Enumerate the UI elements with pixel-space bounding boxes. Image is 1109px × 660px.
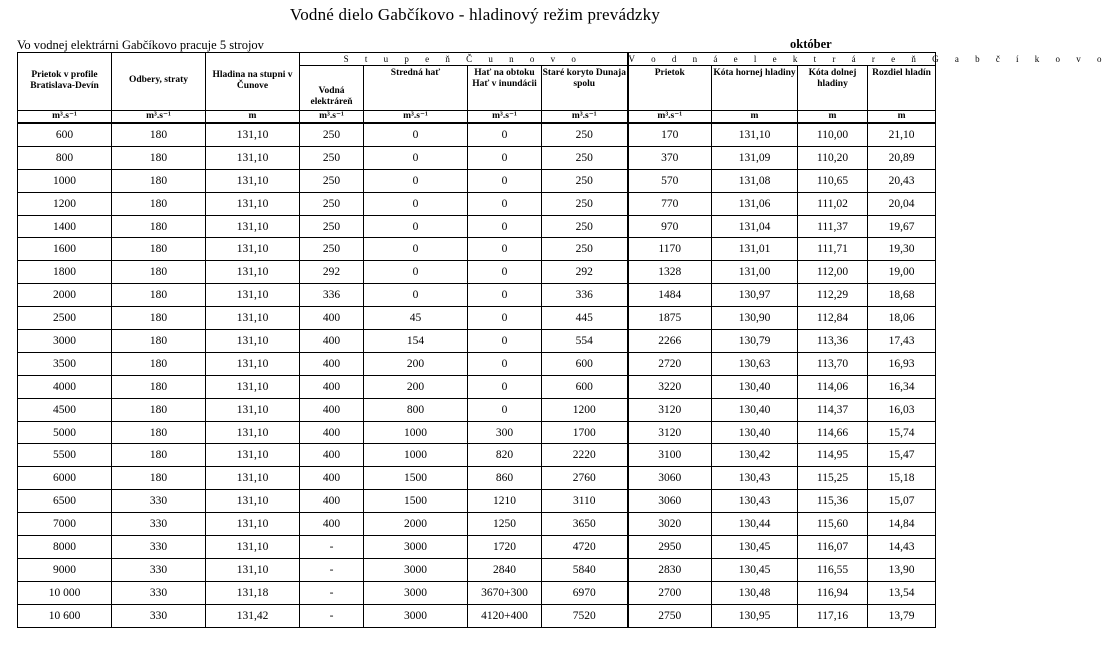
table-cell: 110,00	[798, 123, 868, 146]
table-cell: 250	[542, 192, 628, 215]
table-cell: 116,55	[798, 558, 868, 581]
table-cell: 3120	[628, 398, 712, 421]
table-cell: 250	[542, 146, 628, 169]
table-cell: 131,10	[206, 330, 300, 353]
table-cell: 131,10	[206, 352, 300, 375]
table-cell: 113,36	[798, 330, 868, 353]
table-cell: 130,42	[712, 444, 798, 467]
table-cell: 130,44	[712, 513, 798, 536]
table-cell: 17,43	[868, 330, 936, 353]
table-cell: 3000	[364, 604, 468, 627]
table-cell: 110,20	[798, 146, 868, 169]
table-cell: 250	[542, 238, 628, 261]
col-header-level-cunovo: Hladina na stupni v Čunove	[206, 53, 300, 111]
table-cell: 0	[364, 146, 468, 169]
table-cell: 800	[364, 398, 468, 421]
unit-cell: m³.s⁻¹	[542, 111, 628, 124]
table-cell: -	[300, 558, 364, 581]
table-row	[18, 330, 936, 353]
table-cell: 1200	[542, 398, 628, 421]
table-row	[18, 513, 936, 536]
table-cell: 570	[628, 169, 712, 192]
unit-cell: m	[712, 111, 798, 124]
table-cell: 445	[542, 307, 628, 330]
table-cell: 330	[112, 558, 206, 581]
table-cell: 130,45	[712, 536, 798, 559]
table-cell: 400	[300, 490, 364, 513]
table-cell: 130,79	[712, 330, 798, 353]
table-cell: 3000	[364, 581, 468, 604]
table-cell: 0	[468, 146, 542, 169]
table-cell: 3220	[628, 375, 712, 398]
table-cell: 400	[300, 398, 364, 421]
table-cell: 2000	[364, 513, 468, 536]
table-cell: 130,45	[712, 558, 798, 581]
table-row	[18, 352, 936, 375]
table-cell: 16,34	[868, 375, 936, 398]
table-cell: 250	[300, 215, 364, 238]
table-cell: 2840	[468, 558, 542, 581]
table-cell: 130,40	[712, 421, 798, 444]
table-cell: 112,00	[798, 261, 868, 284]
table-cell: 400	[300, 330, 364, 353]
table-cell: 1000	[364, 444, 468, 467]
table-cell: 1200	[18, 192, 112, 215]
table-cell: 5500	[18, 444, 112, 467]
table-cell: 131,10	[206, 490, 300, 513]
col-header-power-plant: Vodná elektráreň	[300, 66, 364, 111]
unit-cell: m³.s⁻¹	[364, 111, 468, 124]
table-cell: 20,04	[868, 192, 936, 215]
table-cell: 131,10	[206, 284, 300, 307]
table-cell: 0	[468, 330, 542, 353]
table-cell: 131,10	[206, 146, 300, 169]
table-cell: 180	[112, 123, 206, 146]
table-cell: 131,06	[712, 192, 798, 215]
table-cell: 154	[364, 330, 468, 353]
table-cell: 15,07	[868, 490, 936, 513]
table-cell: 180	[112, 284, 206, 307]
month-label: október	[790, 37, 832, 51]
table-cell: 130,95	[712, 604, 798, 627]
table-cell: 3000	[18, 330, 112, 353]
unit-cell: m	[798, 111, 868, 124]
table-cell: 131,10	[206, 536, 300, 559]
table-cell: 111,02	[798, 192, 868, 215]
table-caption	[17, 38, 937, 52]
unit-cell: m³.s⁻¹	[628, 111, 712, 124]
table-cell: 180	[112, 192, 206, 215]
table-cell: 7000	[18, 513, 112, 536]
table-cell: 6000	[18, 467, 112, 490]
table-cell: 3060	[628, 467, 712, 490]
table-cell: 0	[364, 238, 468, 261]
table-cell: 400	[300, 513, 364, 536]
table-cell: 3500	[18, 352, 112, 375]
table-cell: 336	[300, 284, 364, 307]
table-cell: 0	[468, 261, 542, 284]
table-row	[18, 284, 936, 307]
table-cell: 1484	[628, 284, 712, 307]
table-cell: 0	[468, 238, 542, 261]
table-cell: 0	[364, 192, 468, 215]
table-cell: 180	[112, 261, 206, 284]
page-title: Vodné dielo Gabčíkovo - hladinový režim prevádzky	[289, 5, 661, 24]
table-cell: 1500	[364, 467, 468, 490]
table-cell: 6500	[18, 490, 112, 513]
table-cell: 250	[542, 123, 628, 146]
table-cell: 3060	[628, 490, 712, 513]
col-header-plant-flow: Prietok	[628, 66, 712, 111]
table-cell: 0	[468, 192, 542, 215]
table-row	[18, 192, 936, 215]
table-cell: 0	[364, 284, 468, 307]
table-row	[18, 238, 936, 261]
col-header-lower-level: Kóta dolnej hladiny	[798, 66, 868, 111]
table-row	[18, 146, 936, 169]
unit-cell: m³.s⁻¹	[112, 111, 206, 124]
unit-cell: m³.s⁻¹	[18, 111, 112, 124]
table-cell: 250	[300, 192, 364, 215]
table-cell: 115,25	[798, 467, 868, 490]
table-cell: 1170	[628, 238, 712, 261]
table-cell: 130,90	[712, 307, 798, 330]
table-cell: 370	[628, 146, 712, 169]
table-cell: 1875	[628, 307, 712, 330]
table-cell: 4000	[18, 375, 112, 398]
table-cell: 10 600	[18, 604, 112, 627]
table-cell: 400	[300, 307, 364, 330]
table-cell: 3000	[364, 536, 468, 559]
table-cell: 400	[300, 375, 364, 398]
table-cell: 115,36	[798, 490, 868, 513]
table-cell: 3670+300	[468, 581, 542, 604]
table-cell: 13,79	[868, 604, 936, 627]
table-cell: 250	[300, 169, 364, 192]
table-cell: 400	[300, 352, 364, 375]
table-cell: 6970	[542, 581, 628, 604]
table-cell: 200	[364, 352, 468, 375]
table-cell: 14,43	[868, 536, 936, 559]
table-cell: 131,10	[206, 421, 300, 444]
table-row	[18, 467, 936, 490]
table-cell: 330	[112, 536, 206, 559]
table-cell: 18,68	[868, 284, 936, 307]
table-cell: 180	[112, 352, 206, 375]
table-cell: 860	[468, 467, 542, 490]
table-cell: 250	[542, 215, 628, 238]
table-cell: 130,48	[712, 581, 798, 604]
table-cell: 970	[628, 215, 712, 238]
table-cell: 250	[300, 123, 364, 146]
table-cell: 3100	[628, 444, 712, 467]
table-cell: 292	[300, 261, 364, 284]
table-cell: 131,42	[206, 604, 300, 627]
col-header-upper-level: Kóta hornej hladiny	[712, 66, 798, 111]
table-cell: 16,03	[868, 398, 936, 421]
table-cell: 45	[364, 307, 468, 330]
table-cell: 5000	[18, 421, 112, 444]
table-cell: 112,84	[798, 307, 868, 330]
table-cell: 2950	[628, 536, 712, 559]
table-row	[18, 558, 936, 581]
table-cell: 131,18	[206, 581, 300, 604]
table-cell: 600	[542, 375, 628, 398]
table-cell: 1720	[468, 536, 542, 559]
table-cell: 2750	[628, 604, 712, 627]
table-cell: 130,40	[712, 398, 798, 421]
table-cell: 800	[18, 146, 112, 169]
table-cell: 130,43	[712, 490, 798, 513]
table-cell: 0	[468, 307, 542, 330]
table-cell: 4720	[542, 536, 628, 559]
table-cell: 400	[300, 421, 364, 444]
table-cell: 131,10	[206, 261, 300, 284]
col-header-old-riverbed: Staré koryto Dunaja spolu	[542, 66, 628, 111]
table-cell: 131,10	[206, 513, 300, 536]
table-row	[18, 123, 936, 146]
table-cell: 7520	[542, 604, 628, 627]
table-row	[18, 398, 936, 421]
table-cell: 131,08	[712, 169, 798, 192]
table-cell: 4120+400	[468, 604, 542, 627]
table-cell: 13,54	[868, 581, 936, 604]
col-header-bypass-weir: Hať na obtoku Hať v inundácii	[468, 66, 542, 111]
table-cell: 330	[112, 604, 206, 627]
table-cell: 250	[542, 169, 628, 192]
table-cell: 131,10	[206, 467, 300, 490]
table-cell: 1328	[628, 261, 712, 284]
table-cell: 180	[112, 238, 206, 261]
table-cell: 114,66	[798, 421, 868, 444]
table-row	[18, 581, 936, 604]
table-row	[18, 215, 936, 238]
table-cell: 1250	[468, 513, 542, 536]
table-row	[18, 261, 936, 284]
table-cell: 200	[364, 375, 468, 398]
table-row	[18, 169, 936, 192]
water-level-table	[17, 52, 1109, 628]
table-cell: 18,06	[868, 307, 936, 330]
table-cell: 400	[300, 444, 364, 467]
table-body	[18, 123, 936, 627]
table-cell: 8000	[18, 536, 112, 559]
table-cell: 131,10	[712, 123, 798, 146]
col-header-withdrawals: Odbery, straty	[112, 53, 206, 111]
table-cell: 292	[542, 261, 628, 284]
table-cell: 0	[468, 375, 542, 398]
table-cell: 250	[300, 146, 364, 169]
table-cell: 1400	[18, 215, 112, 238]
table-cell: 131,10	[206, 558, 300, 581]
table-cell: 0	[364, 261, 468, 284]
operating-units-note: Vo vodnej elektrárni Gabčíkovo pracuje 5 strojov	[17, 38, 264, 52]
table-cell: 131,10	[206, 307, 300, 330]
table-cell: 114,06	[798, 375, 868, 398]
table-cell: 14,84	[868, 513, 936, 536]
table-cell: 0	[468, 215, 542, 238]
unit-cell: m	[206, 111, 300, 124]
table-cell: 0	[364, 123, 468, 146]
table-cell: 131,00	[712, 261, 798, 284]
table-cell: 15,74	[868, 421, 936, 444]
table-row	[18, 421, 936, 444]
table-cell: 820	[468, 444, 542, 467]
table-cell: 3000	[364, 558, 468, 581]
table-row	[18, 375, 936, 398]
table-cell: 1210	[468, 490, 542, 513]
table-cell: 770	[628, 192, 712, 215]
table-cell: 2220	[542, 444, 628, 467]
table-cell: 0	[468, 284, 542, 307]
table-cell: 2700	[628, 581, 712, 604]
table-row	[18, 536, 936, 559]
table-cell: 115,60	[798, 513, 868, 536]
table-cell: 15,47	[868, 444, 936, 467]
table-cell: 180	[112, 215, 206, 238]
table-cell: 180	[112, 398, 206, 421]
group-header-cunovo: S t u p e ň Č u n o v o	[300, 53, 628, 66]
table-cell: 114,37	[798, 398, 868, 421]
table-cell: 330	[112, 581, 206, 604]
table-cell: 131,10	[206, 169, 300, 192]
table-cell: 131,10	[206, 398, 300, 421]
unit-cell: m³.s⁻¹	[468, 111, 542, 124]
table-cell: 2500	[18, 307, 112, 330]
table-cell: 0	[468, 398, 542, 421]
table-cell: 116,94	[798, 581, 868, 604]
table-cell: 131,10	[206, 375, 300, 398]
table-cell: 2760	[542, 467, 628, 490]
table-cell: 131,10	[206, 238, 300, 261]
table-cell: 250	[300, 238, 364, 261]
table-cell: 13,90	[868, 558, 936, 581]
table-cell: 131,10	[206, 215, 300, 238]
table-cell: 0	[364, 169, 468, 192]
table-cell: 1500	[364, 490, 468, 513]
table-row	[18, 604, 936, 627]
table-cell: 1800	[18, 261, 112, 284]
table-cell: 10 000	[18, 581, 112, 604]
table-cell: 16,93	[868, 352, 936, 375]
table-cell: 112,29	[798, 284, 868, 307]
table-cell: 2720	[628, 352, 712, 375]
table-cell: 400	[300, 467, 364, 490]
table-cell: 19,67	[868, 215, 936, 238]
table-cell: 21,10	[868, 123, 936, 146]
table-cell: 0	[364, 215, 468, 238]
table-cell: 1600	[18, 238, 112, 261]
unit-cell: m	[868, 111, 936, 124]
table-cell: 3650	[542, 513, 628, 536]
table-cell: 131,09	[712, 146, 798, 169]
col-header-flow-devin: Prietok v profile Bratislava-Devín	[18, 53, 112, 111]
table-cell: 130,40	[712, 375, 798, 398]
table-cell: 300	[468, 421, 542, 444]
table-cell: 130,63	[712, 352, 798, 375]
table-cell: 180	[112, 146, 206, 169]
table-cell: 0	[468, 352, 542, 375]
table-cell: 117,16	[798, 604, 868, 627]
table-cell: 336	[542, 284, 628, 307]
col-header-level-difference: Rozdiel hladín	[868, 66, 936, 111]
table-cell: 600	[542, 352, 628, 375]
table-cell: -	[300, 536, 364, 559]
table-cell: 9000	[18, 558, 112, 581]
table-cell: 5840	[542, 558, 628, 581]
table-cell: 114,95	[798, 444, 868, 467]
table-cell: 3020	[628, 513, 712, 536]
table-cell: 180	[112, 467, 206, 490]
table-cell: 4500	[18, 398, 112, 421]
table-cell: 2000	[18, 284, 112, 307]
table-cell: 0	[468, 169, 542, 192]
table-cell: 330	[112, 513, 206, 536]
table-cell: 131,10	[206, 192, 300, 215]
table-cell: 0	[468, 123, 542, 146]
table-cell: 180	[112, 375, 206, 398]
table-cell: 330	[112, 490, 206, 513]
table-cell: 2830	[628, 558, 712, 581]
table-cell: 113,70	[798, 352, 868, 375]
table-row	[18, 307, 936, 330]
table-cell: 110,65	[798, 169, 868, 192]
table-cell: 20,43	[868, 169, 936, 192]
table-cell: 180	[112, 330, 206, 353]
table-cell: 131,10	[206, 444, 300, 467]
table-cell: 180	[112, 169, 206, 192]
table-cell: 554	[542, 330, 628, 353]
table-cell: 2266	[628, 330, 712, 353]
table-cell: 131,04	[712, 215, 798, 238]
table-cell: 15,18	[868, 467, 936, 490]
table-cell: 3120	[628, 421, 712, 444]
table-row	[18, 444, 936, 467]
table-cell: 1000	[18, 169, 112, 192]
unit-cell: m³.s⁻¹	[300, 111, 364, 124]
table-cell: 116,07	[798, 536, 868, 559]
table-cell: 130,97	[712, 284, 798, 307]
table-cell: 111,71	[798, 238, 868, 261]
table-cell: 180	[112, 307, 206, 330]
table-cell: -	[300, 604, 364, 627]
table-cell: 19,00	[868, 261, 936, 284]
table-cell: 180	[112, 421, 206, 444]
table-cell: 111,37	[798, 215, 868, 238]
table-cell: 20,89	[868, 146, 936, 169]
table-cell: 131,01	[712, 238, 798, 261]
table-cell: 1700	[542, 421, 628, 444]
table-cell: 600	[18, 123, 112, 146]
table-cell: 19,30	[868, 238, 936, 261]
table-cell: 180	[112, 444, 206, 467]
group-header-gabcikovo: V o d n á e l e k t r á r e ň G a b č í k o v o	[628, 53, 1109, 64]
table-cell: 1000	[364, 421, 468, 444]
table-cell: 130,43	[712, 467, 798, 490]
table-cell: 3110	[542, 490, 628, 513]
table-cell: 170	[628, 123, 712, 146]
table-cell: 131,10	[206, 123, 300, 146]
col-header-middle-weir: Stredná hať	[364, 66, 468, 111]
table-row	[18, 490, 936, 513]
table-cell: -	[300, 581, 364, 604]
